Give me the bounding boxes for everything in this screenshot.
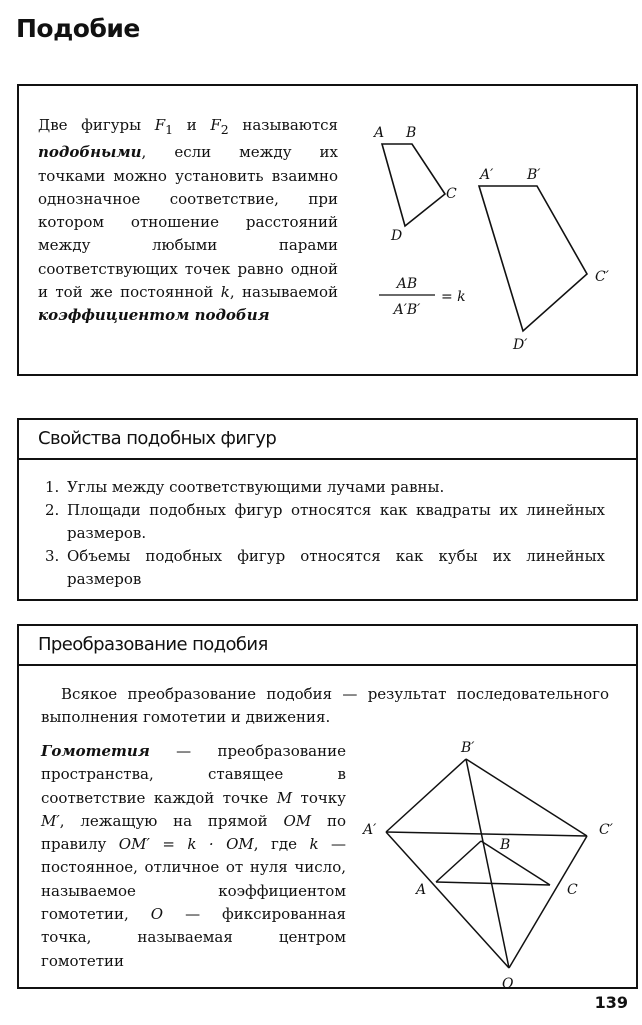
homothety-definition: Гомотетия — преобразование пространства, ставящее в соответствие каждой точке M точку M′, лежащую на прямой OM по правилу OM′ = k · OM, где k — постоянное, отличное от нуля число, называемое коэффициентом гомотетии, O — фиксированная точка, называемая центром гомотетии [41,742,346,970]
term-similar: подобными [38,143,142,162]
quadrilateral-abcd-prime [479,186,587,331]
quadrilateral-abcd [382,144,445,226]
label-B: B [406,125,417,141]
page-number: 139 [594,993,628,1012]
list-item: 3. Объемы подобных фигур относятся как кубы их линейных размеров [45,547,605,588]
label-D: D [391,228,403,244]
homothety-figure [359,736,639,996]
label-C: C [567,882,578,898]
line-A2-C2 [386,832,587,836]
line-C2-O [509,836,587,968]
label-A-prime: A′ [363,822,377,838]
ratio-numerator: AB [396,276,418,292]
ratio-denominator: A′B′ [393,302,421,318]
transformation-box [17,624,638,992]
definition-box [17,84,638,376]
similar-quadrilaterals-figure [349,106,639,376]
label-C: C [446,186,457,202]
transformation-intro: Всякое преобразование подобия — результат последовательного выполнения гомотетии и движения. [41,685,609,727]
properties-list [45,476,605,591]
label-B-prime: B′ [461,740,475,756]
transformation-header: Преобразование подобия [19,626,636,666]
line-A-C [436,882,550,885]
ratio-equals-k: = k [441,289,466,305]
line-B-C [481,841,550,885]
label-C-prime: C′ [599,822,613,838]
list-item: 1. Углы между соответствующими лучами равны. [45,478,445,496]
term-homothety: Гомотетия [41,742,150,760]
page-title: Подобие [16,14,140,43]
label-C-prime: C′ [595,269,609,285]
line-A2-B2 [386,759,466,832]
label-A: A [374,125,385,141]
term-coefficient: коэффициентом подобия [38,306,270,325]
line-B2-C2 [466,759,587,836]
label-D-prime: D′ [513,337,528,353]
label-B: B [500,837,511,853]
properties-box [17,418,638,601]
line-B2-O [466,759,509,968]
label-O: O [502,976,514,992]
definition-text: Две фигуры $F_1$ и $F_2$ называются подобными, если между их точками можно установить взаимно однозначное соответствие, при котором отношение расстояний между любыми парами соответствующих точек равно одной и той же постоянной k, называемой коэффициентом подобия [38,116,338,325]
list-item: 2. Площади подобных фигур относятся как квадраты их линейных размеров. [45,501,605,542]
properties-header: Свойства подобных фигур [19,420,636,460]
line-A2-O [386,832,509,968]
label-A-prime: A′ [480,167,494,183]
label-B-prime: B′ [527,167,541,183]
line-A-B [436,841,481,882]
label-A: A [416,882,427,898]
